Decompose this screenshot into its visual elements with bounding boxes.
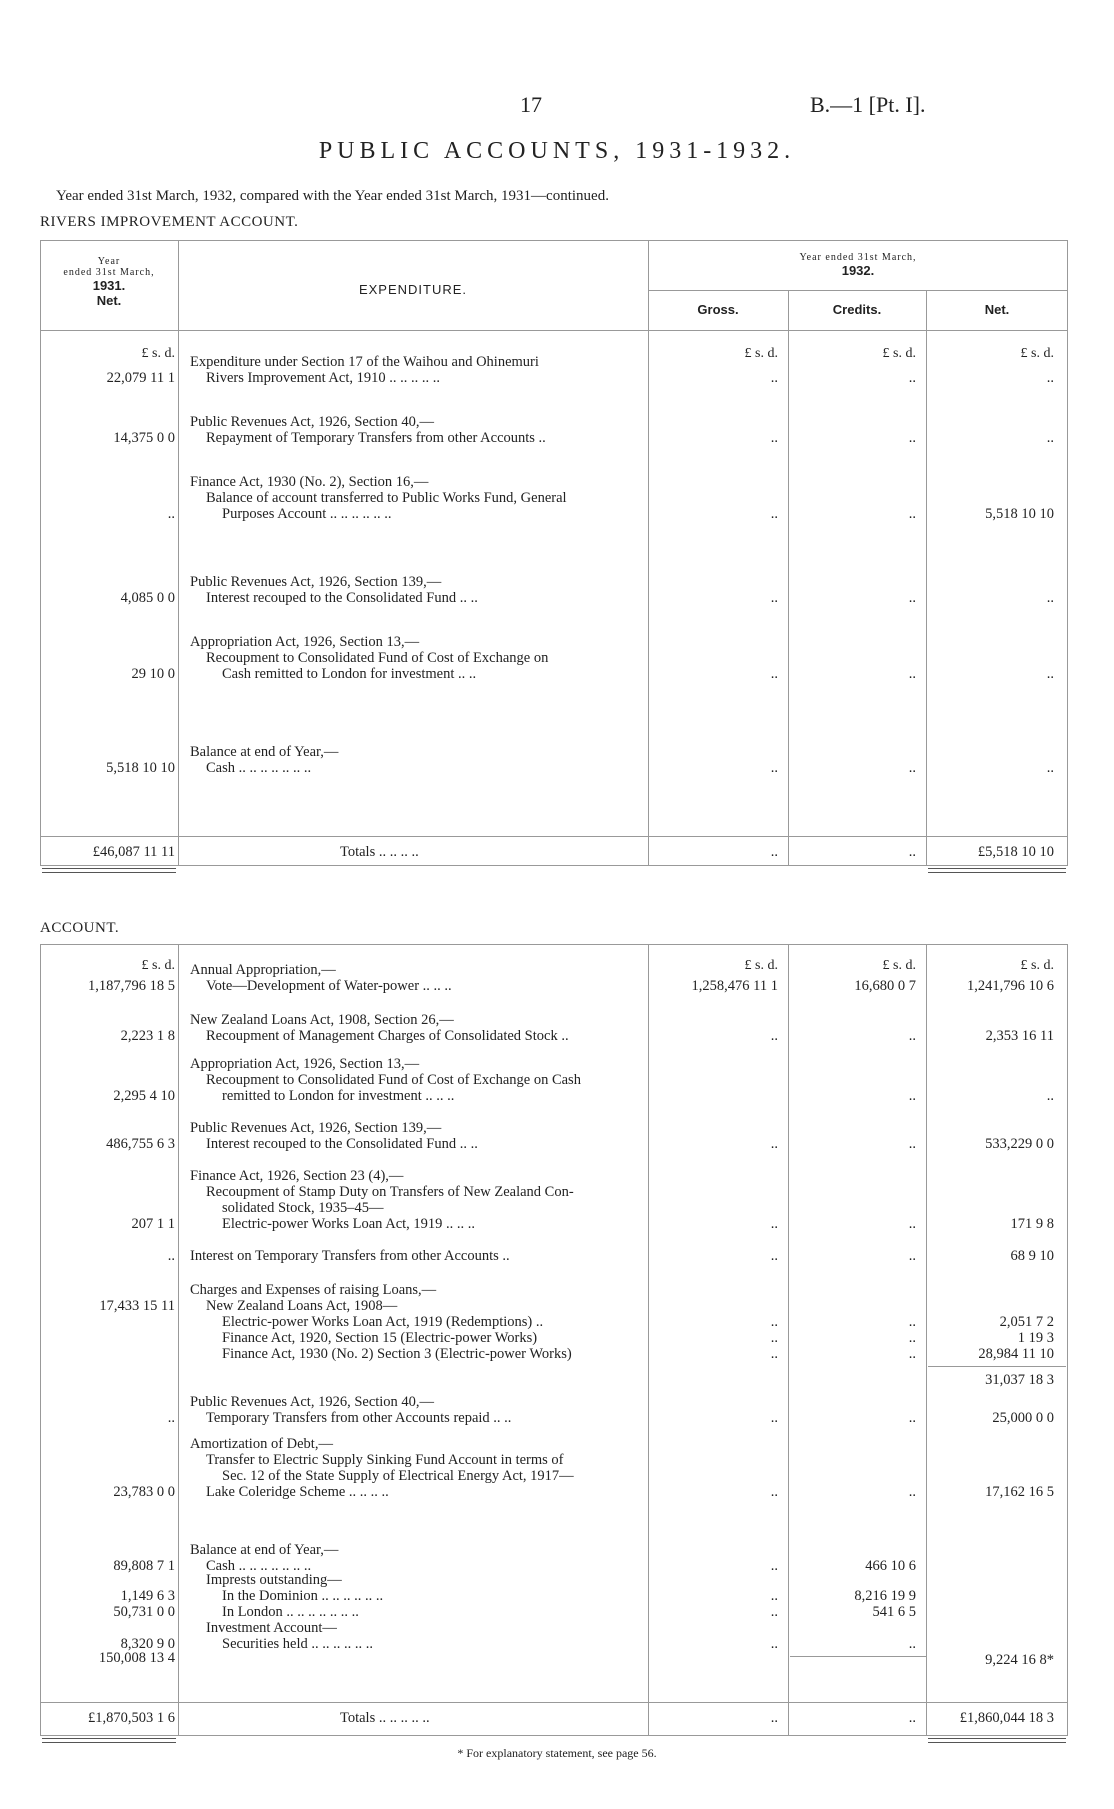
second-units-gross: £ s. d.	[744, 958, 778, 973]
description-line: Finance Act, 1920, Section 15 (Electric-power Works)	[222, 1330, 538, 1346]
prev-year-net-cell: 2,295 4 10	[113, 1088, 175, 1104]
expenditure-description	[190, 1372, 642, 1388]
description-line: Amortization of Debt,—	[190, 1436, 333, 1452]
footnote: * For explanatory statement, see page 56.	[457, 1746, 657, 1760]
credits-cell: ..	[908, 506, 916, 522]
description-line: Interest recouped to the Consolidated Fund .. ..	[206, 590, 478, 606]
second-units-prev: £ s. d.	[141, 958, 175, 973]
gross-cell: ..	[770, 666, 778, 682]
description-line: Finance Act, 1930 (No. 2) Section 3 (Electric-power Works)	[222, 1346, 572, 1362]
credits-cell: ..	[908, 1346, 916, 1362]
second-col-divider-prev	[178, 944, 179, 1736]
description-line: Finance Act, 1930 (No. 2), Section 16,—	[190, 474, 429, 490]
description-line: Recoupment of Management Charges of Consolidated Stock ..	[206, 1028, 569, 1044]
credits-cell: ..	[908, 590, 916, 606]
credits-cell: ..	[908, 1216, 916, 1232]
description-line: Recoupment to Consolidated Fund of Cost of Exchange on	[206, 650, 549, 666]
rivers-head-rule	[40, 330, 1068, 331]
rivers-net-total-double-rule	[928, 868, 1066, 873]
prev-year-net-cell: ..	[167, 1410, 175, 1426]
expenditure-description	[190, 1168, 642, 1232]
rivers-units-prev: £ s. d.	[141, 346, 175, 361]
gross-total: ..	[770, 1710, 778, 1726]
prev-year-net-cell: 207 1 1	[131, 1216, 175, 1232]
rivers-head-gross: Gross.	[697, 302, 739, 317]
description-line: Public Revenues Act, 1926, Section 139,—	[190, 1120, 442, 1136]
description-line	[190, 1650, 642, 1666]
prev-year-net-cell: 29 10 0	[131, 666, 175, 682]
gross-cell: ..	[770, 1410, 778, 1426]
description-line: New Zealand Loans Act, 1908, Section 26,—	[190, 1012, 454, 1028]
rivers-head-prev-year: Year ended 31st March, 1931. Net.	[63, 256, 155, 308]
credits-cell: 16,680 0 7	[854, 978, 916, 994]
credits-total: ..	[908, 844, 916, 860]
page-subtitle: Year ended 31st March, 1932, compared with the Year ended 31st March, 1931—continued.	[56, 188, 609, 204]
prev-year-net-cell: ..	[167, 506, 175, 522]
description-line: In the Dominion .. .. .. .. .. ..	[222, 1588, 384, 1604]
second-units-net: £ s. d.	[1020, 958, 1054, 973]
net-cell: 28,984 11 10	[978, 1346, 1054, 1362]
prev-year-total: £1,870,503 1 6	[88, 1710, 175, 1726]
expenditure-description	[190, 1572, 642, 1604]
expenditure-description	[190, 1120, 642, 1152]
expenditure-description	[190, 634, 642, 682]
document-reference: B.—1 [Pt. I].	[810, 92, 926, 117]
description-line: Sec. 12 of the State Supply of Electrical Energy Act, 1917—	[222, 1468, 574, 1484]
description-line: Purposes Account .. .. .. .. .. ..	[222, 506, 392, 522]
gross-cell: ..	[770, 430, 778, 446]
gross-cell: ..	[770, 1216, 778, 1232]
expenditure-description	[190, 1620, 642, 1652]
rivers-head-year-1932: Year ended 31st March, 1932.	[799, 252, 917, 278]
gross-cell: ..	[770, 1136, 778, 1152]
expenditure-description	[190, 414, 642, 446]
credits-cell: ..	[908, 1330, 916, 1346]
credits-cell: ..	[908, 760, 916, 776]
gross-cell: ..	[770, 1484, 778, 1500]
net-cell: 9,224 16 8*	[985, 1652, 1054, 1668]
prev-year-net-cell: 23,783 0 0	[113, 1484, 175, 1500]
net-cell: 1 19 3	[1017, 1330, 1054, 1346]
expenditure-description	[190, 744, 642, 776]
description-line: Electric-power Works Loan Act, 1919 (Redemptions) ..	[222, 1314, 544, 1330]
net-cell: ..	[1046, 666, 1054, 682]
description-line	[190, 1372, 642, 1388]
second-subtotal-rule	[928, 1366, 1066, 1367]
net-cell: 31,037 18 3	[985, 1372, 1054, 1388]
gross-cell: ..	[770, 370, 778, 386]
prev-year-net-cell: 5,518 10 10	[106, 760, 175, 776]
expenditure-description	[190, 1650, 642, 1666]
second-balance-rule	[790, 1656, 926, 1657]
gross-cell: ..	[770, 1028, 778, 1044]
second-account-title: ACCOUNT.	[40, 920, 120, 936]
description-line: Annual Appropriation,—	[190, 962, 336, 978]
second-net-total-double-rule	[928, 1738, 1066, 1743]
gross-cell: ..	[770, 590, 778, 606]
description-line: Public Revenues Act, 1926, Section 40,—	[190, 1394, 435, 1410]
credits-cell: ..	[908, 1248, 916, 1264]
description-line: Expenditure under Section 17 of the Waihou and Ohinemuri	[190, 354, 539, 370]
description-line: Securities held .. .. .. .. .. ..	[222, 1636, 374, 1652]
prev-year-total: £46,087 11 11	[92, 844, 175, 860]
rivers-col-divider-desc	[648, 240, 649, 866]
rivers-col-divider-credits	[926, 290, 927, 866]
prev-year-net-cell: ..	[167, 1248, 175, 1264]
credits-cell: ..	[908, 1636, 916, 1652]
expenditure-description	[190, 1542, 642, 1574]
description-line: Balance of account transferred to Public Works Fund, General	[206, 490, 567, 506]
prev-year-net-cell: 22,079 11 1	[106, 370, 175, 386]
gross-cell: ..	[770, 1588, 778, 1604]
gross-cell: ..	[770, 1330, 778, 1346]
description-line: Recoupment to Consolidated Fund of Cost of Exchange on Cash	[206, 1072, 581, 1088]
credits-cell: 466 10 6	[865, 1558, 916, 1574]
rivers-head-net: Net.	[984, 302, 1010, 317]
net-cell: 171 9 8	[1010, 1216, 1054, 1232]
gross-cell: ..	[770, 760, 778, 776]
prev-year-net-cell: 4,085 0 0	[120, 590, 175, 606]
rivers-units-net: £ s. d.	[1020, 346, 1054, 361]
description-line: Repayment of Temporary Transfers from other Accounts ..	[206, 430, 546, 446]
net-cell: ..	[1046, 430, 1054, 446]
page-number: 17	[520, 92, 542, 117]
credits-cell: ..	[908, 1028, 916, 1044]
gross-cell: ..	[770, 1346, 778, 1362]
net-total: £5,518 10 10	[977, 844, 1054, 860]
prev-year-net-cell: 2,223 1 8	[120, 1028, 175, 1044]
second-prev-total-double-rule	[42, 1738, 176, 1743]
expenditure-description	[190, 1282, 642, 1314]
net-cell: 68 9 10	[1010, 1248, 1054, 1264]
credits-cell: ..	[908, 1410, 916, 1426]
description-line: Imprests outstanding—	[206, 1572, 342, 1588]
net-cell: 2,051 7 2	[999, 1314, 1054, 1330]
expenditure-description	[190, 1314, 642, 1362]
net-cell: 1,241,796 10 6	[967, 978, 1054, 994]
gross-total: ..	[770, 844, 778, 860]
expenditure-description	[190, 574, 642, 606]
gross-cell: 1,258,476 11 1	[691, 978, 778, 994]
description-line: Transfer to Electric Supply Sinking Fund Account in terms of	[206, 1452, 564, 1468]
expenditure-description	[190, 962, 642, 994]
credits-cell: ..	[908, 1088, 916, 1104]
expenditure-description	[190, 1394, 642, 1426]
credits-cell: 8,216 19 9	[854, 1588, 916, 1604]
description-line: Charges and Expenses of raising Loans,—	[190, 1282, 437, 1298]
description-line: Rivers Improvement Act, 1910 .. .. .. .. ..	[206, 370, 440, 386]
prev-year-net-cell: 1,149 6 3	[120, 1588, 175, 1604]
gross-cell: ..	[770, 506, 778, 522]
net-cell: 2,353 16 11	[985, 1028, 1054, 1044]
totals-label: Totals .. .. .. .. ..	[340, 1710, 430, 1726]
rivers-units-credits: £ s. d.	[882, 346, 916, 361]
description-line: solidated Stock, 1935–45—	[222, 1200, 384, 1216]
second-units-credits: £ s. d.	[882, 958, 916, 973]
expenditure-description	[190, 474, 642, 522]
description-line: Temporary Transfers from other Accounts repaid .. ..	[206, 1410, 512, 1426]
net-cell: 5,518 10 10	[985, 506, 1054, 522]
second-col-divider-gross	[788, 944, 789, 1736]
credits-cell: ..	[908, 430, 916, 446]
description-line: Interest on Temporary Transfers from other Accounts ..	[190, 1248, 510, 1264]
credits-cell: ..	[908, 1314, 916, 1330]
rivers-account-title: RIVERS IMPROVEMENT ACCOUNT.	[40, 214, 299, 230]
description-line: New Zealand Loans Act, 1908—	[206, 1298, 398, 1314]
gross-cell: ..	[770, 1314, 778, 1330]
net-cell: ..	[1046, 1088, 1054, 1104]
net-cell: ..	[1046, 760, 1054, 776]
net-total: £1,860,044 18 3	[959, 1710, 1054, 1726]
description-line: Finance Act, 1926, Section 23 (4),—	[190, 1168, 404, 1184]
credits-cell: ..	[908, 370, 916, 386]
net-cell: 533,229 0 0	[985, 1136, 1054, 1152]
description-line: Appropriation Act, 1926, Section 13,—	[190, 634, 420, 650]
description-line: Public Revenues Act, 1926, Section 139,—	[190, 574, 442, 590]
description-line: Interest recouped to the Consolidated Fund .. ..	[206, 1136, 478, 1152]
rivers-units-gross: £ s. d.	[744, 346, 778, 361]
description-line: In London .. .. .. .. .. .. ..	[222, 1604, 359, 1620]
rivers-totals-rule	[40, 836, 1068, 837]
prev-year-net-cell: 14,375 0 0	[113, 430, 175, 446]
credits-cell: ..	[908, 1136, 916, 1152]
description-line: Recoupment of Stamp Duty on Transfers of New Zealand Con-	[206, 1184, 574, 1200]
prev-year-net-cell: 89,808 7 1	[113, 1558, 175, 1574]
expenditure-description	[190, 1056, 642, 1104]
rivers-prev-total-double-rule	[42, 868, 176, 873]
description-line: Investment Account—	[206, 1620, 337, 1636]
net-cell: 17,162 16 5	[985, 1484, 1054, 1500]
description-line: Electric-power Works Loan Act, 1919 .. .. ..	[222, 1216, 476, 1232]
credits-cell: ..	[908, 666, 916, 682]
gross-cell: ..	[770, 1248, 778, 1264]
expenditure-description	[190, 1436, 642, 1500]
prev-year-net-cell: 1,187,796 18 5	[88, 978, 175, 994]
description-line: Cash remitted to London for investment .. ..	[222, 666, 477, 682]
credits-total: ..	[908, 1710, 916, 1726]
expenditure-description	[190, 1248, 642, 1264]
page-title: PUBLIC ACCOUNTS, 1931-1932.	[318, 138, 796, 164]
expenditure-description	[190, 1604, 642, 1620]
rivers-col-divider-prev	[178, 240, 179, 866]
gross-cell: ..	[770, 1636, 778, 1652]
prev-year-net-cell: 486,755 6 3	[106, 1136, 175, 1152]
credits-cell: 541 6 5	[872, 1604, 916, 1620]
second-col-divider-desc	[648, 944, 649, 1736]
description-line: Vote—Development of Water-power .. .. ..	[206, 978, 452, 994]
prev-year-net-cell: 8,320 9 0	[120, 1636, 175, 1652]
expenditure-description	[190, 1012, 642, 1044]
prev-year-net-cell: 17,433 15 11	[99, 1298, 175, 1314]
gross-cell: ..	[770, 1558, 778, 1574]
rivers-year-head-rule	[648, 290, 1068, 291]
expenditure-description	[190, 354, 642, 386]
description-line: Balance at end of Year,—	[190, 744, 339, 760]
totals-label: Totals .. .. .. ..	[340, 844, 419, 860]
second-totals-rule	[40, 1702, 1068, 1703]
rivers-head-expenditure: EXPENDITURE.	[358, 282, 468, 297]
description-line: Public Revenues Act, 1926, Section 40,—	[190, 414, 435, 430]
description-line: Appropriation Act, 1926, Section 13,—	[190, 1056, 420, 1072]
credits-cell: ..	[908, 1484, 916, 1500]
description-line: Balance at end of Year,—	[190, 1542, 339, 1558]
description-line: Cash .. .. .. .. .. .. ..	[206, 760, 312, 776]
net-cell: ..	[1046, 590, 1054, 606]
rivers-head-credits: Credits.	[832, 302, 882, 317]
second-col-divider-credits	[926, 944, 927, 1736]
description-line: Lake Coleridge Scheme .. .. .. ..	[206, 1484, 389, 1500]
net-cell: ..	[1046, 370, 1054, 386]
rivers-col-divider-gross	[788, 290, 789, 866]
description-line: Cash .. .. .. .. .. .. ..	[206, 1558, 312, 1574]
net-cell: 25,000 0 0	[992, 1410, 1054, 1426]
gross-cell: ..	[770, 1604, 778, 1620]
prev-year-net-cell: 150,008 13 4	[98, 1650, 175, 1666]
prev-year-net-cell: 50,731 0 0	[113, 1604, 175, 1620]
description-line: remitted to London for investment .. .. ..	[222, 1088, 455, 1104]
